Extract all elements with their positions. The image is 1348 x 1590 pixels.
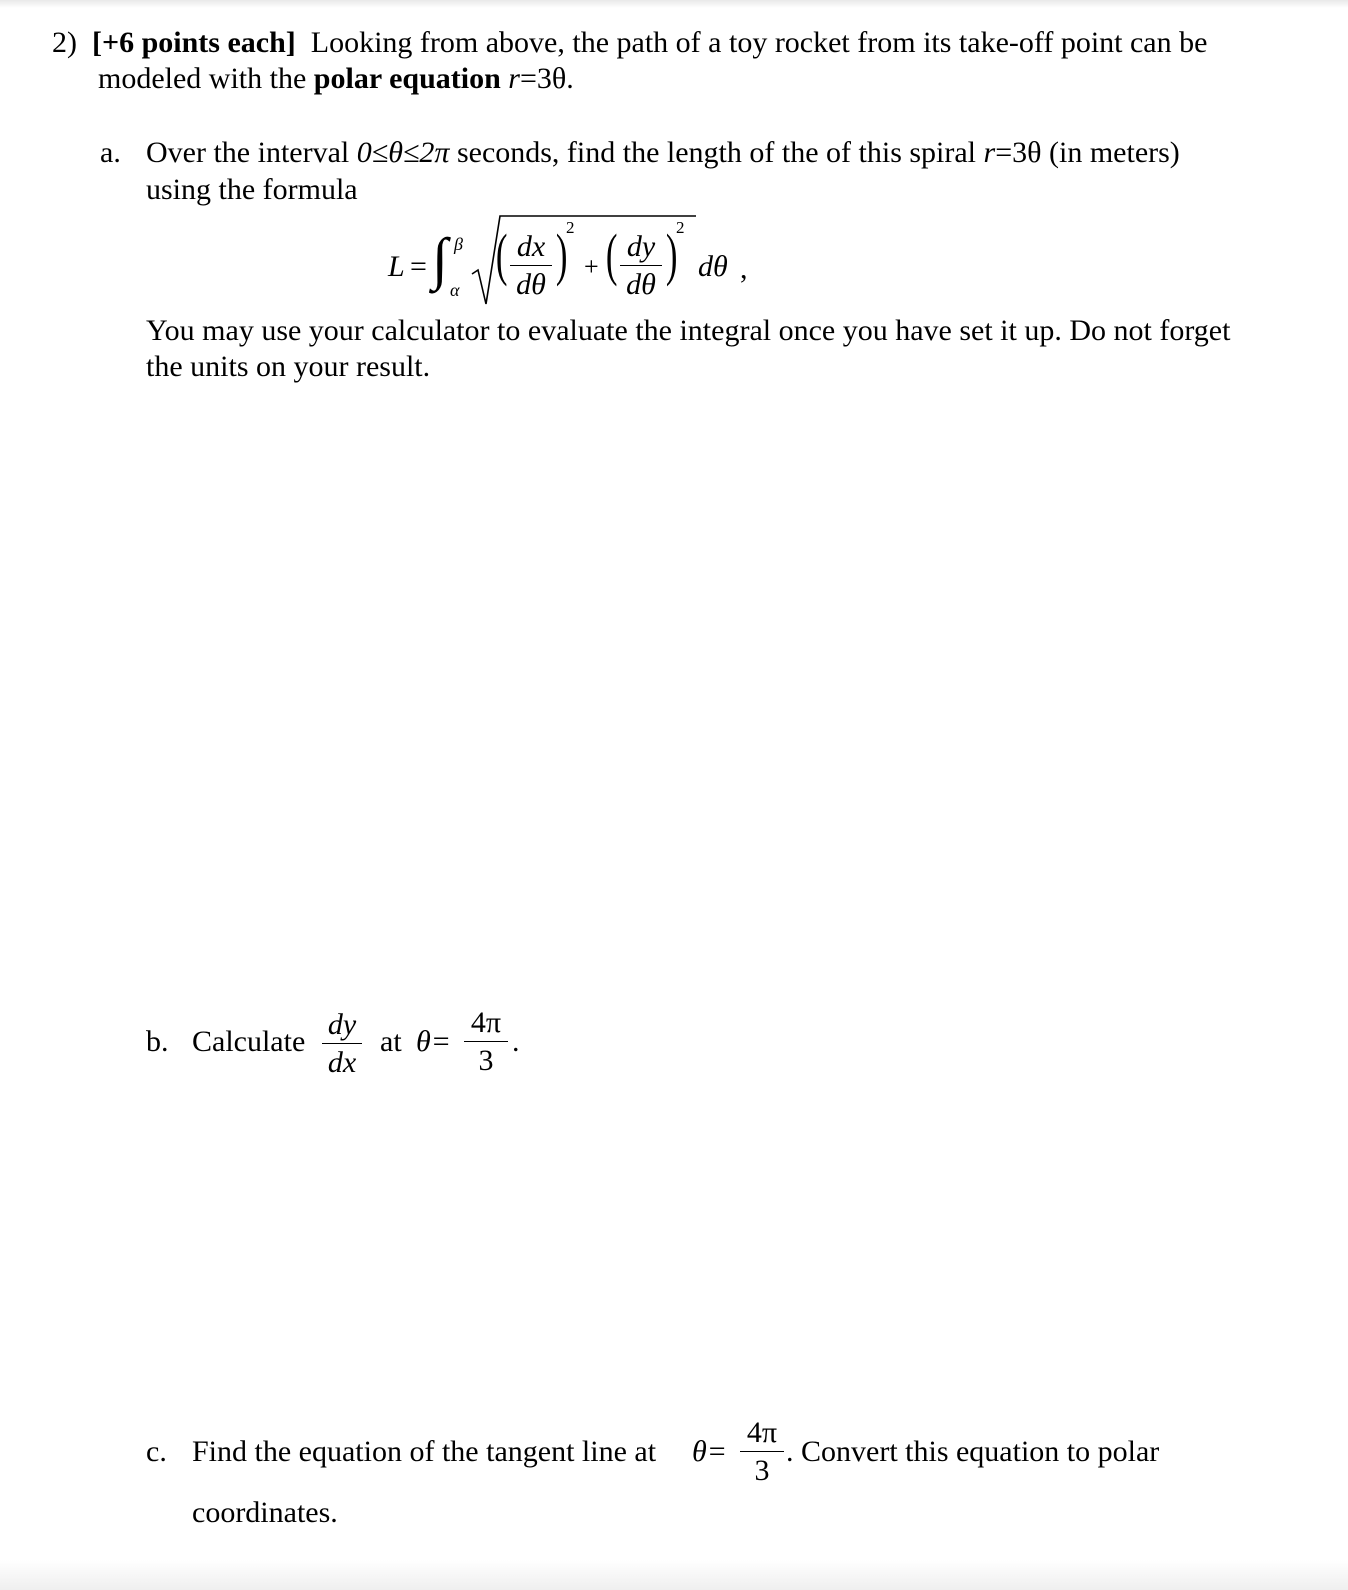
frac-dx-den: dθ [516,268,546,301]
formula-equals: = [410,250,427,283]
right-paren-dx: ) [555,222,568,287]
part-c-theta-eq: θ= [692,1435,727,1468]
part-b-value-num: 4π [470,1006,502,1039]
frac-dy-dtheta [620,232,662,300]
polar-eq-period: . [566,62,574,95]
question-number: 2) [52,26,77,59]
part-a-text-1: Over the interval [146,136,350,169]
part-b-dx: dx [327,1046,357,1079]
left-paren-dx: ( [495,222,508,287]
frac-dx-num: dx [516,230,546,263]
part-a-text-2: seconds, find the length of the of this spiral [456,136,977,169]
polar-eq-r: r [508,62,520,95]
part-b-label: b. [146,1025,169,1058]
part-a-eq-rest: =3θ [995,136,1042,169]
polar-equation-label: polar equation [313,62,501,95]
bottom-edge-shade [0,1560,1348,1590]
part-c-text-2: . Convert this equation to polar [786,1435,1160,1468]
part-b-theta-eq: θ= [416,1025,451,1058]
part-a-eq-r: r [983,136,996,169]
part-c-text-1: Find the equation of the tangent line at [192,1435,657,1468]
integral-lower-limit: α [450,280,460,300]
polar-eq-rest: =3θ [519,62,567,95]
part-a-note-1: You may use your calculator to evaluate the integral once you have set it up. Do not forget [146,314,1231,347]
exp-dy: 2 [676,218,685,237]
part-a-label: a. [100,136,121,169]
part-b-value-den: 3 [478,1044,494,1077]
part-b-dy: dy [327,1008,357,1041]
frac-dx-dtheta [510,232,552,300]
part-a-units: (in meters) [1049,136,1180,169]
formula-comma: , [740,252,748,285]
part-a-interval: 0≤θ≤2π [356,136,450,169]
part-a-note-2: the units on your result. [146,350,431,383]
right-paren-dy: ) [665,222,678,287]
part-c-value-den: 3 [754,1454,770,1487]
question-header-line-2 [98,64,574,94]
integral-sign: ∫ [432,226,448,291]
part-c-text-3: coordinates. [192,1496,338,1529]
top-edge-shade [0,0,1348,8]
formula-dtheta: dθ [698,250,728,283]
part-b-derivative [322,1010,362,1078]
arc-length-formula [380,208,780,312]
part-c-theta-value [740,1418,784,1486]
question-intro-1: Looking from above, the path of a toy rocket from its take-off point can be [310,26,1208,59]
formula-plus: + [584,252,599,281]
formula-lhs: L [388,250,405,283]
part-c-label: c. [146,1435,167,1468]
exp-dx: 2 [566,218,575,237]
part-a-line-2: using the formula [146,173,358,206]
frac-dy-den: dθ [626,268,656,301]
part-c-value-num: 4π [746,1416,778,1449]
question-intro-2a: modeled with the [98,62,307,95]
part-b-period: . [512,1025,520,1058]
left-paren-dy: ( [605,222,618,287]
part-b-text: Calculate [192,1025,306,1058]
frac-dy-num: dy [626,230,656,263]
part-b-at: at [380,1025,402,1058]
points-label: [+6 points each] [92,26,296,59]
integral-upper-limit: β [454,234,463,254]
part-a-line-1 [146,138,1180,168]
question-header-line-1 [52,28,1207,58]
part-b-theta-value [464,1008,508,1076]
